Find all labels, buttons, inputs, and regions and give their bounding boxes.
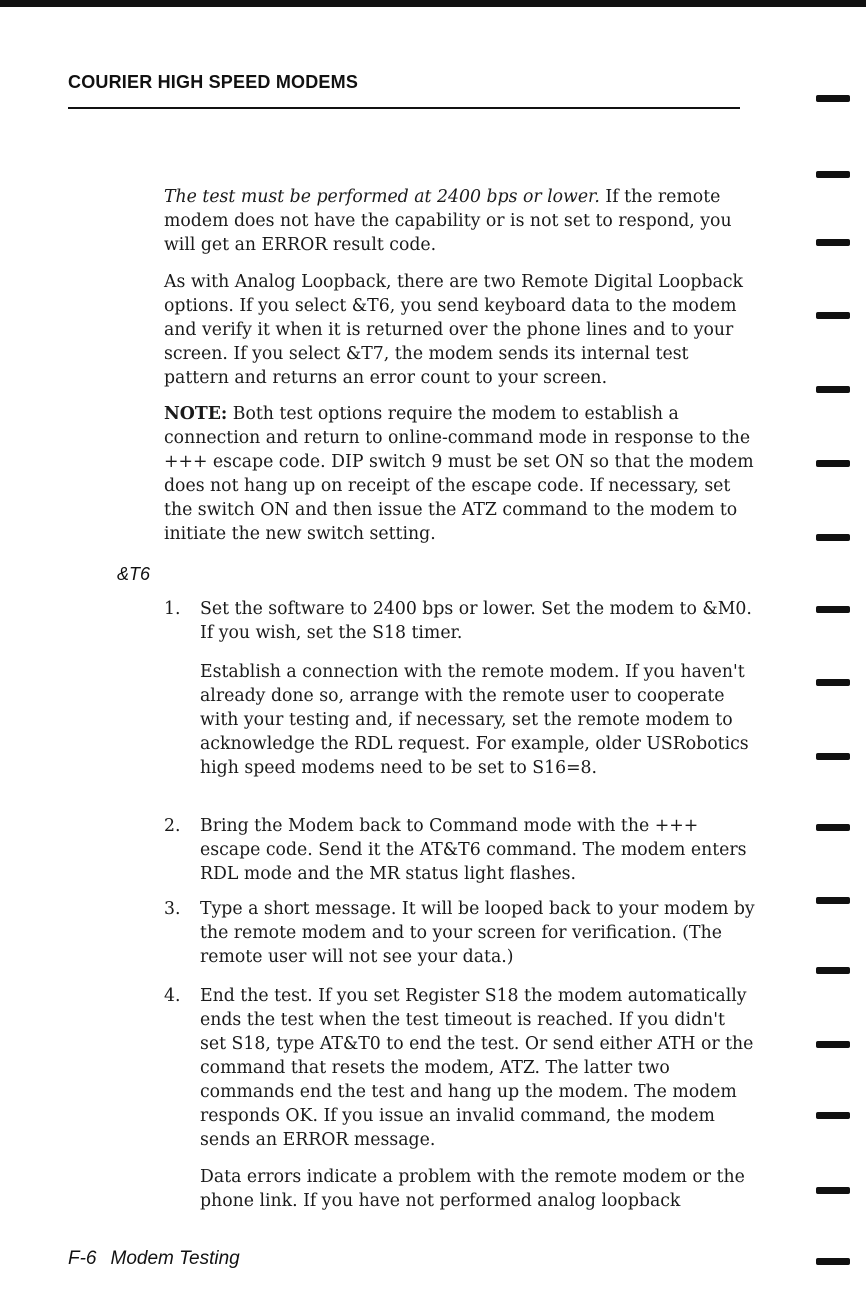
- note-label: NOTE:: [164, 404, 228, 424]
- intro-italic-sentence: The test must be performed at 2400 bps or lower.: [164, 187, 600, 207]
- top-rule: [0, 0, 866, 7]
- thumb-tab-mark: [816, 534, 850, 541]
- step-text: Bring the Modem back to Command mode with the +++ escape code. Send it the AT&T6 command. The modem enters RDL mode and the MR status light flashes.: [200, 816, 747, 884]
- section-label-t6: &T6: [117, 564, 151, 584]
- step-text: Type a short message. It will be looped back to your modem by the remote modem and to your screen for verification. (The remote user will not see your data.): [200, 899, 755, 967]
- step-number: 2.: [164, 816, 181, 836]
- thumb-tab-mark: [816, 897, 850, 904]
- thumb-tab-mark: [816, 239, 850, 246]
- step-text: Set the software to 2400 bps or lower. Set the modem to &M0. If you wish, set the S18 timer.: [200, 599, 752, 643]
- page-number: F-6: [68, 1248, 97, 1269]
- thumb-tab-mark: [816, 386, 850, 393]
- step-text: Data errors indicate a problem with the remote modem or the phone link. If you have not performed analog loopback: [200, 1167, 745, 1211]
- thumb-tab-mark: [816, 1041, 850, 1048]
- thumb-tab-mark: [816, 753, 850, 760]
- step-text: End the test. If you set Register S18 the modem automatically ends the test when the test timeout is reached. If you didn't set S18, type AT&T0 to end the test. Or send either ATH or the command that resets the modem, ATZ. The latter two commands end the test and hang up the modem. The modem responds OK. If you issue an invalid command, the modem sends an ERROR message.: [200, 986, 754, 1150]
- thumb-tab-mark: [816, 1258, 850, 1265]
- thumb-tab-mark: [816, 679, 850, 686]
- thumb-tab-mark: [816, 606, 850, 613]
- step-number: 3.: [164, 899, 181, 919]
- running-header: COURIER HIGH SPEED MODEMS: [68, 72, 359, 92]
- intro-paragraph-1: [164, 185, 754, 257]
- thumb-tab-mark: [816, 312, 850, 319]
- thumb-tab-mark: [816, 460, 850, 467]
- step-number: 1.: [164, 599, 181, 619]
- step-text: Establish a connection with the remote modem. If you haven't already done so, arrange with the remote user to cooperate with your testing and, if necessary, set the remote modem to acknowledge the RDL request. For example, older USRobotics high speed modems need to be set to S16=8.: [200, 662, 749, 778]
- thumb-tab-mark: [816, 824, 850, 831]
- thumb-tab-mark: [816, 967, 850, 974]
- footer-section-title: Modem Testing: [110, 1248, 240, 1269]
- note-text: Both test options require the modem to establish a connection and return to online-command mode in response to the +++ escape code. DIP switch 9 must be set ON so that the modem does not hang up on receipt of the escape code. If necessary, set the switch ON and then issue the ATZ command to the modem to initiate the new switch setting.: [164, 404, 754, 544]
- step-number: 4.: [164, 986, 181, 1006]
- thumb-tab-mark: [816, 1112, 850, 1119]
- page-footer: [68, 1248, 240, 1270]
- intro-paragraph-2: [164, 270, 754, 390]
- thumb-tab-mark: [816, 171, 850, 178]
- note-paragraph: [164, 402, 754, 546]
- header-rule: [68, 107, 740, 109]
- intro-sentence-rest: If the remote modem does not have the capability or is not set to respond, you will get an ERROR result code.: [164, 187, 732, 255]
- thumb-tab-mark: [816, 95, 850, 102]
- loopback-options-text: As with Analog Loopback, there are two Remote Digital Loopback options. If you select &T6, you send keyboard data to the modem and verify it when it is returned over the phone lines and to your screen. If you select &T7, the modem sends its internal test pattern and returns an error count to your screen.: [164, 272, 743, 388]
- thumb-tab-mark: [816, 1187, 850, 1194]
